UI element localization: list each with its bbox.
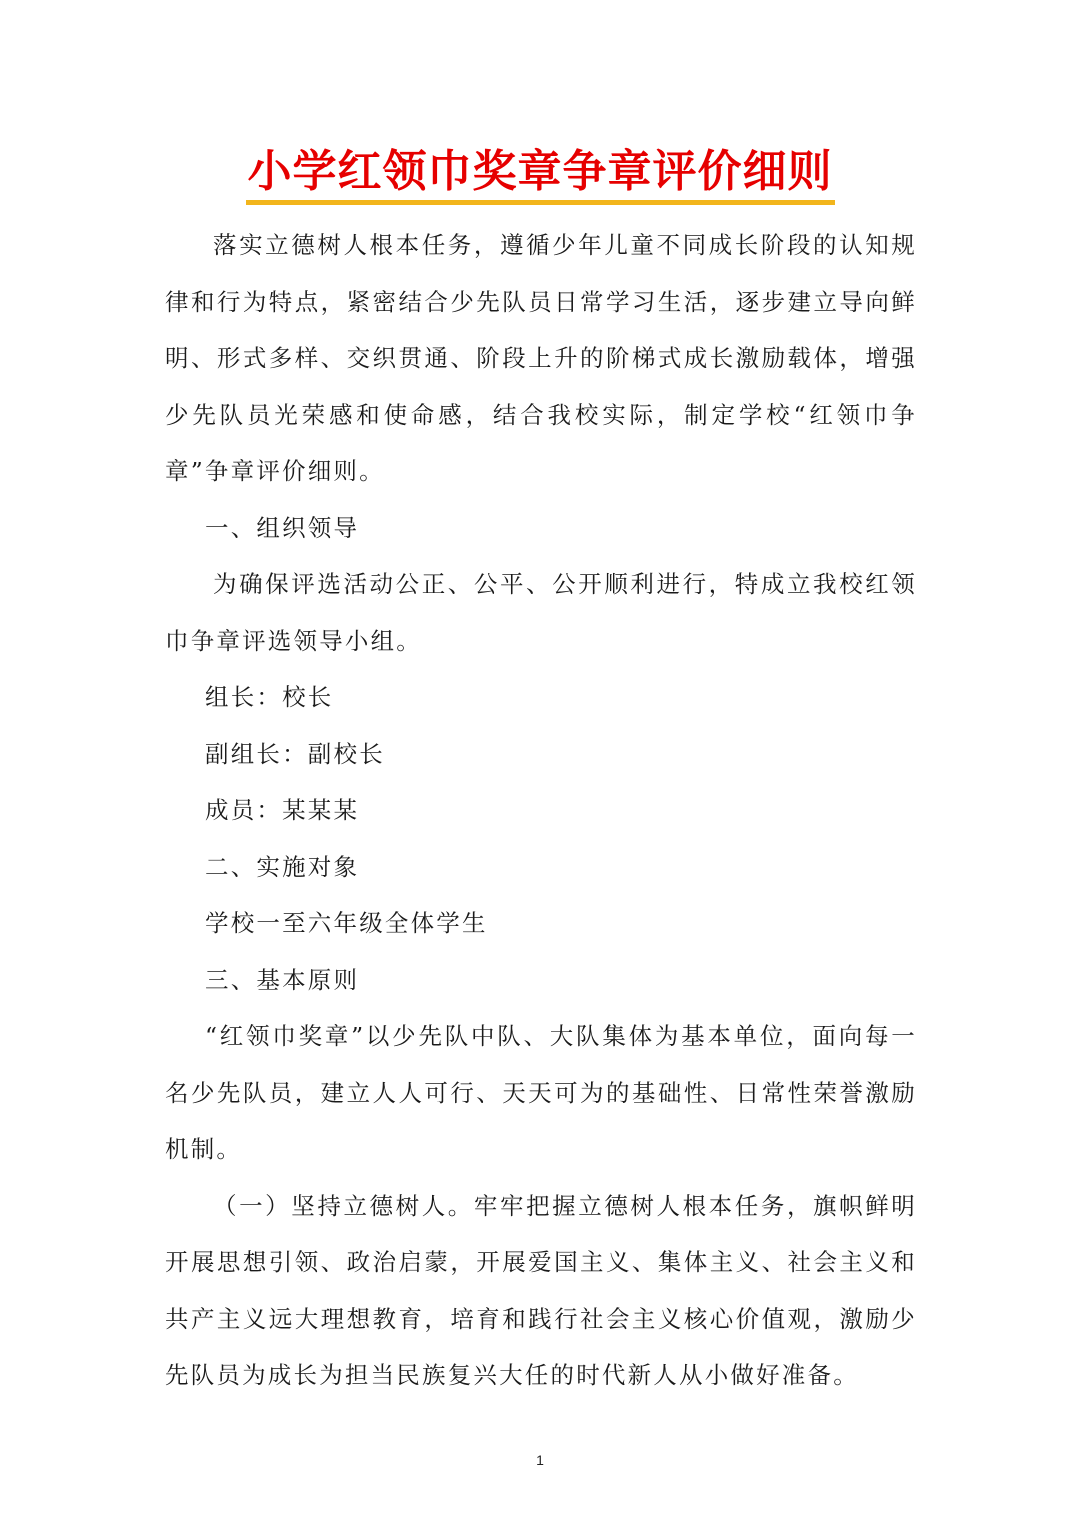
target-line: 学校一至六年级全体学生 xyxy=(205,909,488,937)
document-title: 小学红领巾奖章争章评价细则 xyxy=(246,144,835,205)
intro-paragraph: 落实立德树人根本任务，遵循少年儿童不同成长阶段的认知规律和行为特点，紧密结合少先队员日常学习生活，逐步建立导向鲜明、形式多样、交织贯通、阶段上升的阶梯式成长激励载体，增强少先队员光荣感和使命感，结合我校实际，制定学校“红领巾争章”争章评价细则。 xyxy=(165,231,917,485)
section-heading-principles: 三、基本原则 xyxy=(205,965,360,994)
document-title-block xyxy=(0,140,1080,205)
principle-one-paragraph: （一）坚持立德树人。牢牢把握立德树人根本任务，旗帜鲜明开展思想引领、政治启蒙，开展爱国主义、集体主义、社会主义和共产主义远大理想教育，培育和践行社会主义核心价值观，激励少先队员为成长为担当民族复兴大任的时代新人从小做好准备。 xyxy=(165,1191,917,1389)
document-body xyxy=(165,217,917,1404)
section-heading-target: 二、实施对象 xyxy=(205,852,360,881)
members-line: 成员：某某某 xyxy=(205,796,360,824)
team-leader-line: 组长：校长 xyxy=(205,683,334,711)
section-heading-organization: 一、组织领导 xyxy=(205,513,360,542)
principles-paragraph: “红领巾奖章”以少先队中队、大队集体为基本单位，面向每一名少先队员，建立人人可行、天天可为的基础性、日常性荣誉激励机制。 xyxy=(165,1022,917,1163)
page-number: 1 xyxy=(536,1452,544,1468)
organization-paragraph: 为确保评选活动公正、公平、公开顺利进行，特成立我校红领巾争章评选领导小组。 xyxy=(165,570,917,655)
deputy-leader-line: 副组长：副校长 xyxy=(205,739,385,768)
